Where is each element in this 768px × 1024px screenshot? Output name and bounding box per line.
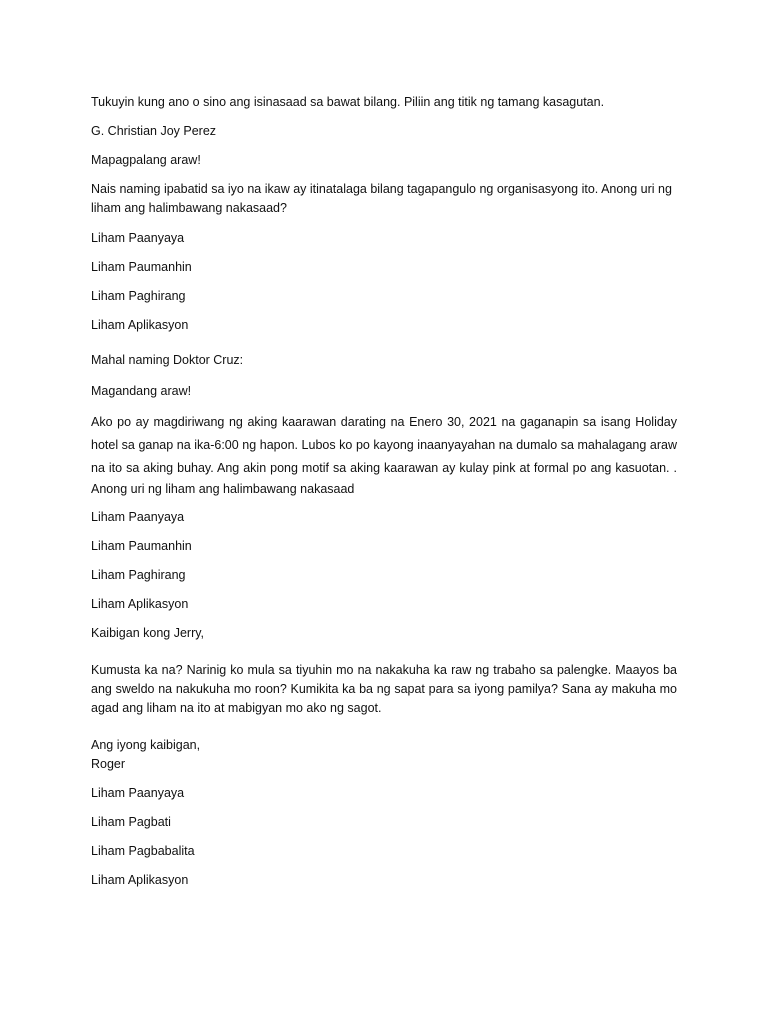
q2-option: Liham Aplikasyon: [91, 597, 189, 611]
q3-option: Liham Aplikasyon: [91, 873, 189, 887]
q2-body-line-2: hotel sa ganap na ika-6:00 ng hapon. Lubos ko po kayong inaanyayahan na dumalo sa mahalagang araw: [91, 438, 677, 452]
q3-body-line-2: ang sweldo na nakukuha mo roon? Kumikita ka ba ng sapat para sa iyong pamilya? Sana ay makuha mo: [91, 682, 677, 696]
q2-body-line-3: na ito sa aking buhay. Ang akin pong motif sa aking kaarawan ay kulay pink at formal po ang kasuotan. .: [91, 461, 677, 475]
q1-option: Liham Aplikasyon: [91, 318, 189, 332]
q2-greeting: Magandang araw!: [91, 384, 192, 398]
q1-option: Liham Paanyaya: [91, 231, 185, 245]
q3-salutation: Kaibigan kong Jerry,: [91, 626, 205, 640]
q1-greeting: Mapagpalang araw!: [91, 153, 201, 167]
q1-addressee: G. Christian Joy Perez: [91, 124, 217, 138]
q1-option: Liham Paghirang: [91, 289, 186, 303]
q3-body-line-1: Kumusta ka na? Narinig ko mula sa tiyuhin mo na nakakuha ka raw ng trabaho sa palengke. Maayos ba: [91, 663, 677, 677]
q1-option: Liham Paumanhin: [91, 260, 192, 274]
q3-option: Liham Pagbati: [91, 815, 171, 829]
q2-question: Anong uri ng liham ang halimbawang nakasaad: [91, 482, 355, 496]
q3-option: Liham Pagbabalita: [91, 844, 195, 858]
q1-body-line-1: Nais naming ipabatid sa iyo na ikaw ay itinatalaga bilang tagapangulo ng organisasyong ito. Anong uri ng: [91, 182, 672, 196]
instruction-text: Tukuyin kung ano o sino ang isinasaad sa bawat bilang. Piliin ang titik ng tamang kasagutan.: [91, 95, 605, 109]
q3-option: Liham Paanyaya: [91, 786, 185, 800]
q2-option: Liham Paanyaya: [91, 510, 185, 524]
q3-closing: Ang iyong kaibigan,: [91, 738, 201, 752]
q2-option: Liham Paumanhin: [91, 539, 192, 553]
q3-body-line-3: agad ang liham na ito at mabigyan mo ako ng sagot.: [91, 701, 382, 715]
q2-option: Liham Paghirang: [91, 568, 186, 582]
q1-body-line-2: liham ang halimbawang nakasaad?: [91, 201, 287, 215]
q2-body-line-1: Ako po ay magdiriwang ng aking kaarawan darating na Enero 30, 2021 na gaganapin sa isang Holiday: [91, 415, 677, 429]
q3-signature: Roger: [91, 757, 126, 771]
q2-salutation: Mahal naming Doktor Cruz:: [91, 353, 244, 367]
